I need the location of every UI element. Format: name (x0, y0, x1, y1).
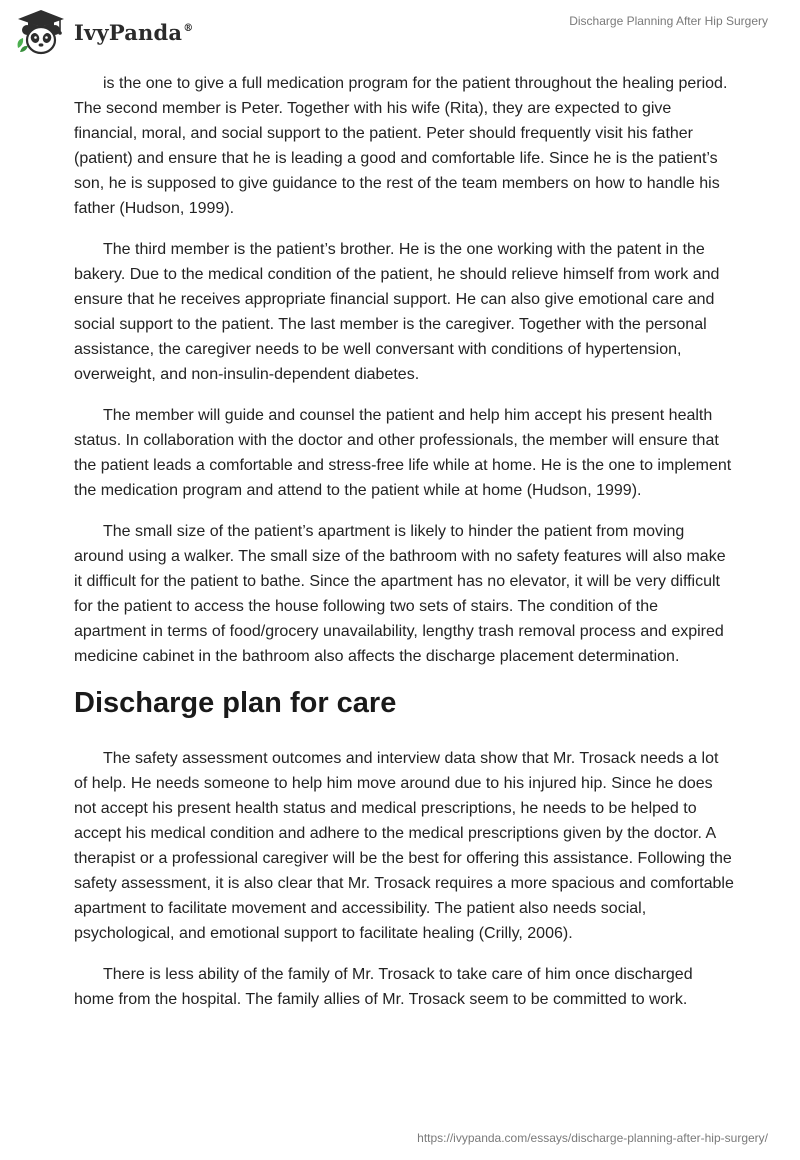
paragraph: The safety assessment outcomes and interview data show that Mr. Trosack needs a lot of help. He needs someone to help him move around due to his injured hip. Since he does not accept his present health status and medical prescriptions, he needs to be helped to accept his medical condition and adhere to the medical prescriptions given by the doctor. A therapist or a professional caregiver will be the best for offering this assistance. Following the safety assessment, it is also clear that Mr. Trosack requires a more spacious and comfortable apartment to facilitate movement and accessibility. The patient also needs social, psychological, and emotional support to facilitate healing (Crilly, 2006). (74, 750, 734, 942)
section-heading: Discharge plan for care (74, 687, 397, 719)
ivypanda-logo-link[interactable] (14, 8, 193, 56)
logo-wordmark: IvyPanda® (74, 19, 194, 45)
paragraph: The third member is the patient’s brother. He is the one working with the patent in the bakery. Due to the medical condition of the patient, he should relieve himself from work and ensure that he receives appropriate financial support. He can also give emotional care and social support to the patient. The last member is the caregiver. Together with the personal assistance, the caregiver needs to be well conversant with conditions of hypertension, overweight, and non-insulin-dependent diabetes. (74, 241, 720, 383)
panda-graduate-icon (14, 8, 68, 56)
paragraph: The member will guide and counsel the patient and help him accept his present health status. In collaboration with the doctor and other professionals, the member will ensure that the patient leads a comfortable and stress-free life while at home. He is the one to implement the medication program and attend to the patient while at home (Hudson, 1999). (74, 407, 732, 499)
document-title: Discharge Planning After Hip Surgery (569, 14, 768, 28)
page-header (0, 0, 800, 66)
essay-body (74, 71, 734, 1028)
paragraph: There is less ability of the family of Mr. Trosack to take care of him once discharged home from the hospital. The family allies of Mr. Trosack seem to be committed to work. (74, 966, 693, 1008)
source-url: https://ivypanda.com/essays/discharge-planning-after-hip-surgery/ (417, 1131, 768, 1145)
paragraph: The small size of the patient’s apartment is likely to hinder the patient from moving around using a walker. The small size of the bathroom with no safety features will also make it difficult for the patient to bathe. Since the apartment has no elevator, it will be very difficult for the patient to access the house following two sets of stairs. The condition of the apartment in terms of food/grocery unavailability, lengthy trash removal process and expired medicine cabinet in the bathroom also affects the discharge placement determination. (74, 523, 726, 665)
paragraph: is the one to give a full medication program for the patient throughout the healing period. The second member is Peter. Together with his wife (Rita), they are expected to give financial, moral, and social support to the patient. Peter should frequently visit his father (patient) and ensure that he is leading a good and comfortable life. Since he is the patient’s son, he is supposed to give guidance to the rest of the team members on how to handle his father (Hudson, 1999). (74, 75, 728, 217)
